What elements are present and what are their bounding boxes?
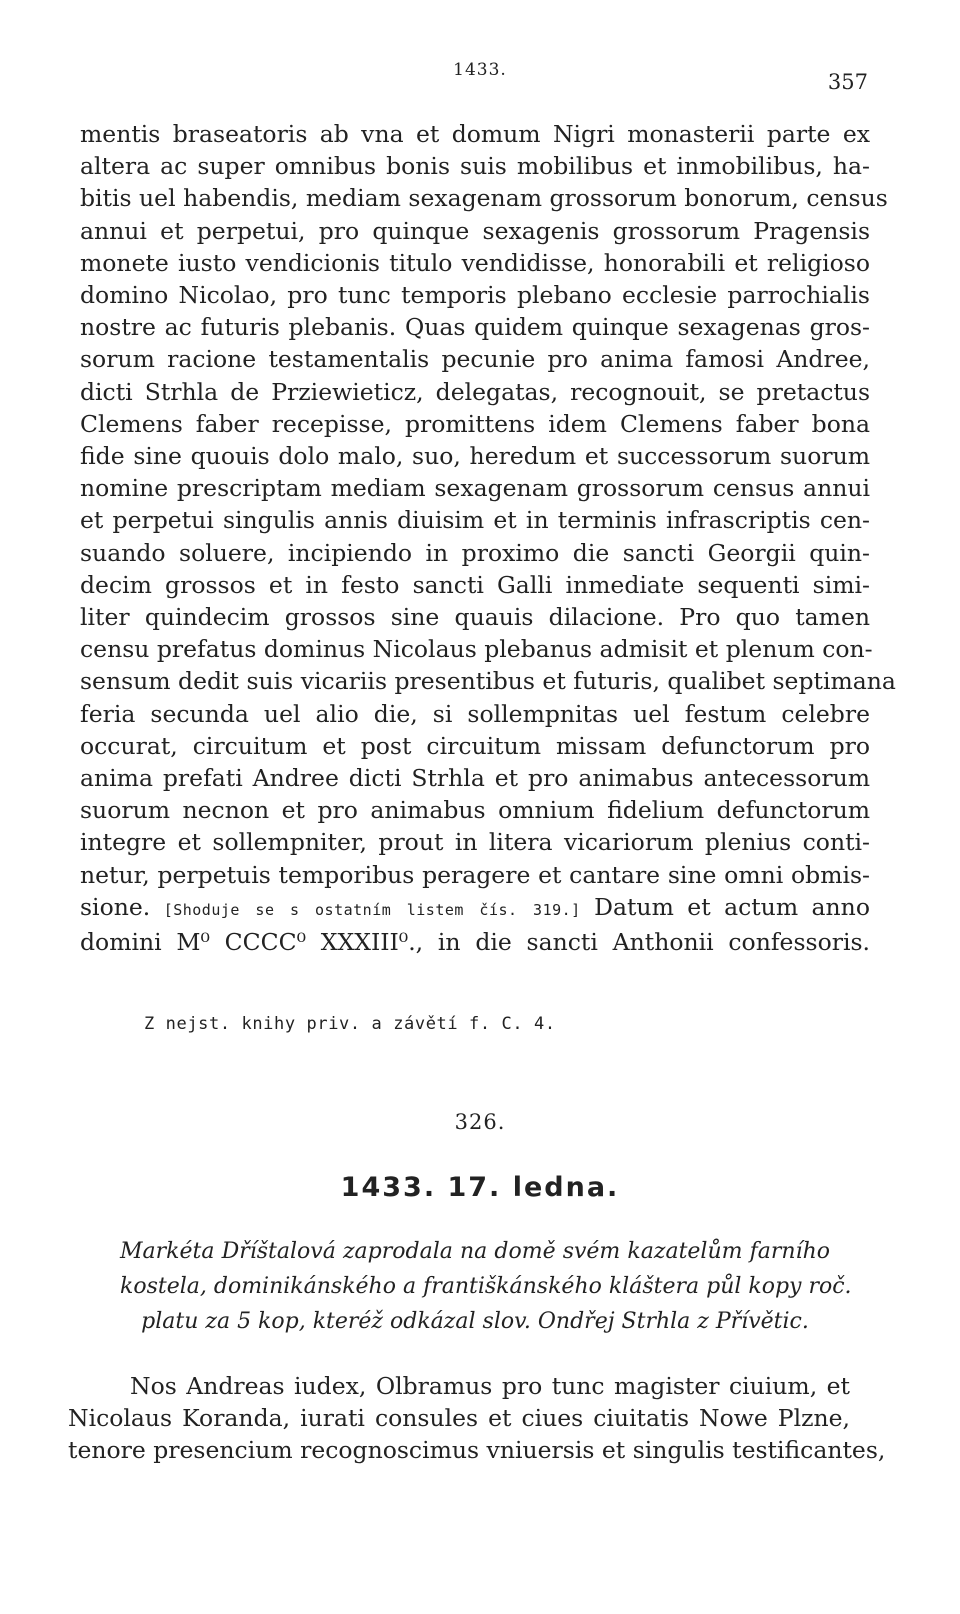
- text-line: occurat, circuitum et post circuitum missam defunctorum pro: [80, 731, 870, 760]
- czech-summary: [120, 1234, 852, 1339]
- summary-line: kostela, dominikánského a františkánského kláštera půl kopy roč.: [120, 1274, 852, 1299]
- text-line: et perpetui singulis annis diuisim et in terminis infrascriptis cen-: [80, 506, 870, 535]
- source-citation: Z nejst. knihy priv. a závětí f. C. 4.: [144, 1014, 556, 1034]
- text-line: anima prefati Andree dicti Strhla et pro animabus antecessorum: [80, 764, 870, 793]
- summary-line: platu za 5 kop, kteréž odkázal slov. Ondřej Strhla z Přívětic.: [141, 1309, 809, 1334]
- text-line: Clemens faber recepisse, promittens idem Clemens faber bona: [80, 409, 870, 438]
- text-line: annui et perpetui, pro quinque sexagenis grossorum Pragensis: [80, 216, 870, 245]
- text-line: monete iusto vendicionis titulo vendidisse, honorabili et religioso: [80, 248, 870, 277]
- text-line: netur, perpetuis temporibus peragere et cantare sine omni obmis-: [80, 860, 870, 889]
- document-number: 326.: [454, 1110, 506, 1134]
- document-date-heading: 1433. 17. ledna.: [340, 1172, 620, 1203]
- text-line: integre et sollempniter, prout in litera vicariorum plenius conti-: [80, 828, 870, 857]
- text-line: mentis braseatoris ab vna et domum Nigri monasterii parte ex: [80, 120, 870, 148]
- text-line: suando soluere, incipiendo in proximo die sancti Georgii quin-: [80, 538, 870, 567]
- text-line: censu prefatus dominus Nicolaus plebanus admisit et plenum con-: [80, 635, 873, 664]
- text-line: sorum racione testamentalis pecunie pro anima famosi Andree,: [80, 345, 870, 374]
- text-line: Nicolaus Koranda, iurati consules et ciues ciuitatis Nowe Plzne,: [68, 1404, 850, 1433]
- text-line: altera ac super omnibus bonis suis mobilibus et inmobilibus, ha-: [80, 152, 870, 181]
- previous-document-text: [80, 118, 896, 958]
- text-line: liter quindecim grossos sine quauis dilacione. Pro quo tamen: [80, 603, 870, 632]
- text-line: decim grossos et in festo sancti Galli inmediate sequenti simi-: [80, 570, 870, 599]
- text-line: tenore presencium recognoscimus vniuersis et singulis testificantes,: [68, 1436, 886, 1465]
- text-line: feria secunda uel alio die, si sollempnitas uel festum celebre: [80, 699, 870, 728]
- page-number: 357: [827, 70, 868, 94]
- text-fragment: Datum et actum anno: [594, 892, 870, 921]
- charter-text: [68, 1370, 886, 1467]
- text-line: sensum dedit suis vicariis presentibus et futuris, qualibet septimana: [80, 667, 896, 696]
- text-line-with-note: [80, 891, 870, 926]
- editorial-note: [Shoduje se s ostatním listem čís. 319.]: [163, 900, 581, 919]
- text-line: dicti Strhla de Prziewieticz, delegatas, recognouit, se pretactus: [80, 377, 870, 406]
- text-line: suorum necnon et pro animabus omnium fidelium defunctorum: [80, 796, 870, 825]
- running-header-year: 1433.: [453, 60, 507, 80]
- text-line: domino Nicolao, pro tunc temporis plebano ecclesie parrochialis: [80, 281, 870, 310]
- dating-line: domini M⁰ CCCC⁰ XXXIII⁰., in die sancti Anthonii confessoris.: [80, 928, 870, 957]
- text-fragment: sione.: [80, 892, 151, 921]
- summary-line: Markéta Dříštalová zaprodala na domě svém kazatelům farního: [120, 1239, 830, 1264]
- text-line: bitis uel habendis, mediam sexagenam grossorum bonorum, census: [80, 184, 888, 213]
- text-line: Nos Andreas iudex, Olbramus pro tunc magister ciuium, et: [130, 1372, 850, 1400]
- text-line: fide sine quouis dolo malo, suo, heredum et successorum suorum: [80, 442, 870, 471]
- text-line: nomine prescriptam mediam sexagenam grossorum census annui: [80, 474, 870, 503]
- text-line: nostre ac futuris plebanis. Quas quidem quinque sexagenas gros-: [80, 313, 870, 342]
